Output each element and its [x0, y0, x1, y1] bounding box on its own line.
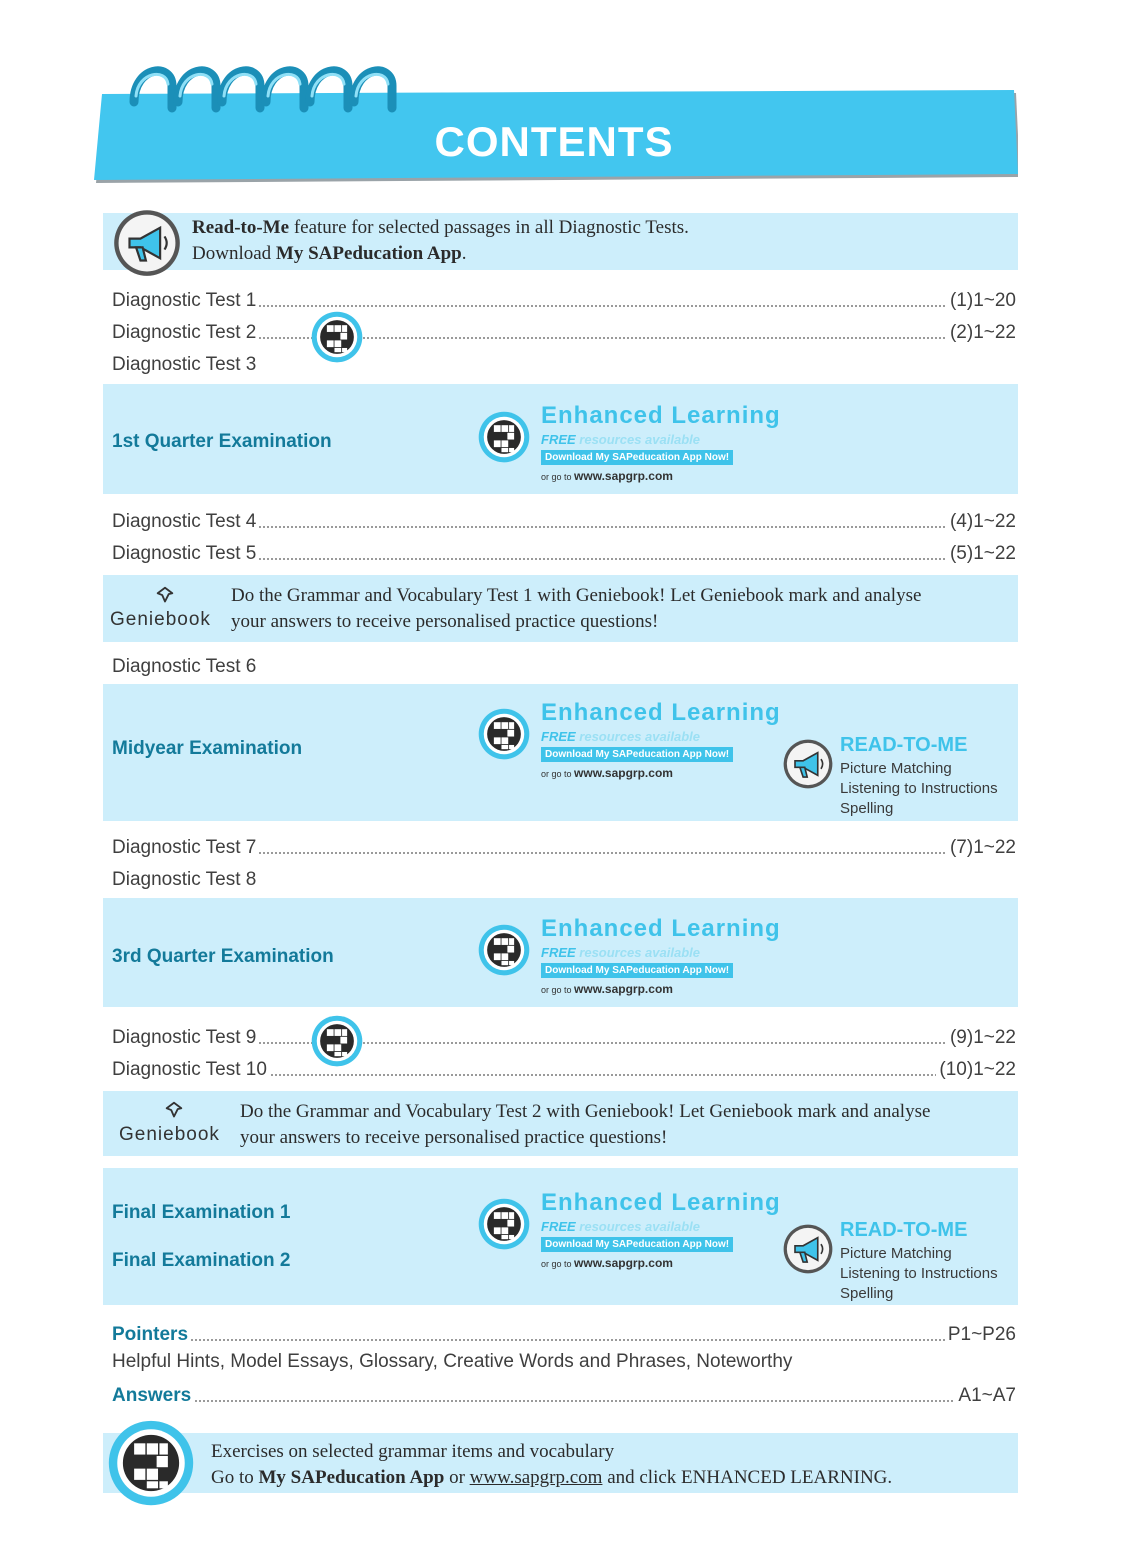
- dot-leader: [112, 1400, 1016, 1402]
- toc-row-dt2[interactable]: [112, 319, 1016, 349]
- exam-title-q3[interactable]: 3rd Quarter Examination: [112, 946, 334, 967]
- footer-link[interactable]: www.sapgrp.com: [469, 1467, 603, 1488]
- footer-text: [211, 1439, 892, 1491]
- toc-label: Diagnostic Test 5: [112, 543, 257, 564]
- enhanced-title: Enhanced Learning: [541, 699, 781, 726]
- enhanced-download: Download My SAPeducation App Now!: [541, 747, 733, 762]
- toc-page: (1)1~20: [947, 290, 1016, 312]
- enhanced-free: [541, 729, 700, 744]
- crossword-icon: [477, 707, 531, 761]
- toc-label: Diagnostic Test 10: [112, 1059, 267, 1080]
- geniebook-mark-icon: [163, 1100, 185, 1122]
- toc-label: Answers: [112, 1385, 192, 1406]
- intro-text: [192, 215, 689, 267]
- enhanced-free: [541, 945, 700, 960]
- geniebook-name: Geniebook: [119, 1124, 220, 1145]
- toc-page: (7)1~22: [947, 837, 1016, 859]
- crossword-icon: [477, 1197, 531, 1251]
- read-to-me-item: Picture Matching: [840, 760, 952, 777]
- url-prefix: or go to: [541, 472, 575, 482]
- free-label: FREE: [541, 1219, 576, 1234]
- enhanced-url: [541, 469, 673, 483]
- free-label: FREE: [541, 729, 576, 744]
- read-to-me-title: READ-TO-ME: [840, 734, 968, 756]
- enhanced-download: Download My SAPeducation App Now!: [541, 963, 733, 978]
- page-title: CONTENTS: [434, 118, 674, 165]
- toc-page: A1~A7: [955, 1385, 1016, 1407]
- enhanced-url: [541, 982, 673, 996]
- toc-row-dt8[interactable]: [112, 866, 1016, 896]
- intro-app-name: My SAPeducation App: [275, 243, 462, 264]
- intro-line1: feature for selected passages in all Diagnostic Tests.: [289, 217, 689, 238]
- intro-line2-start: Download: [192, 243, 276, 264]
- enhanced-free: [541, 432, 700, 447]
- url-text: www.sapgrp.com: [574, 766, 673, 780]
- read-to-me-badge[interactable]: [782, 1219, 1012, 1302]
- toc-label: Diagnostic Test 1: [112, 290, 257, 311]
- toc-page: (4)1~22: [947, 511, 1016, 533]
- dot-leader: [112, 1339, 1016, 1341]
- toc-page: (9)1~22: [947, 1027, 1016, 1049]
- toc-row-pointers[interactable]: [112, 1321, 1016, 1351]
- read-to-me-item: Listening to Instructions: [840, 1265, 998, 1282]
- url-text: www.sapgrp.com: [574, 982, 673, 996]
- footer-end: and click ENHANCED LEARNING.: [602, 1467, 893, 1488]
- footer-mid: or: [444, 1467, 470, 1488]
- enhanced-learning-badge[interactable]: [477, 396, 857, 486]
- geniebook-line: your answers to receive personalised practice questions!: [231, 611, 659, 632]
- enhanced-title: Enhanced Learning: [541, 402, 781, 429]
- geniebook-line: your answers to receive personalised practice questions!: [240, 1127, 668, 1148]
- url-prefix: or go to: [541, 769, 575, 779]
- geniebook-text-2: [240, 1099, 930, 1151]
- toc-page: (2)1~22: [947, 322, 1016, 344]
- footer-start: Go to: [211, 1467, 259, 1488]
- toc-row-dt6[interactable]: [112, 653, 1016, 683]
- intro-line2-end: .: [461, 243, 467, 264]
- url-text: www.sapgrp.com: [574, 469, 673, 483]
- pointers-subtitle: Helpful Hints, Model Essays, Glossary, Creative Words and Phrases, Noteworthy: [112, 1351, 793, 1372]
- geniebook-mark-icon: [154, 585, 176, 607]
- url-text: www.sapgrp.com: [574, 1256, 673, 1270]
- exam-title-final2[interactable]: Final Examination 2: [112, 1250, 291, 1271]
- free-label: FREE: [541, 432, 576, 447]
- enhanced-download: Download My SAPeducation App Now!: [541, 450, 733, 465]
- toc-label: Diagnostic Test 6: [112, 656, 257, 677]
- url-prefix: or go to: [541, 985, 575, 995]
- free-rest: resources available: [575, 432, 700, 447]
- megaphone-icon: [782, 738, 834, 790]
- toc-row-dt3[interactable]: [112, 351, 1016, 381]
- free-rest: resources available: [575, 945, 700, 960]
- toc-page: (10)1~22: [936, 1059, 1016, 1081]
- toc-page: (5)1~22: [947, 543, 1016, 565]
- footer-line1: Exercises on selected grammar items and vocabulary: [211, 1441, 615, 1462]
- geniebook-name: Geniebook: [110, 609, 211, 630]
- megaphone-icon: [108, 208, 186, 278]
- read-to-me-item: Listening to Instructions: [840, 780, 998, 797]
- toc-row-dt5[interactable]: [112, 540, 1016, 570]
- intro-bold: Read-to-Me: [192, 217, 290, 238]
- free-rest: resources available: [575, 1219, 700, 1234]
- geniebook-line: Do the Grammar and Vocabulary Test 1 with Geniebook! Let Geniebook mark and analyse: [231, 585, 922, 606]
- enhanced-url: [541, 766, 673, 780]
- enhanced-learning-badge[interactable]: [477, 909, 857, 999]
- toc-label: Diagnostic Test 2: [112, 322, 257, 343]
- read-to-me-item: Spelling: [840, 800, 894, 817]
- geniebook-text-1: [231, 583, 921, 635]
- exam-title-q1[interactable]: 1st Quarter Examination: [112, 431, 332, 452]
- enhanced-url: [541, 1256, 673, 1270]
- toc-label: Diagnostic Test 7: [112, 837, 257, 858]
- free-label: FREE: [541, 945, 576, 960]
- toc-row-dt1[interactable]: [112, 287, 1016, 317]
- enhanced-title: Enhanced Learning: [541, 915, 781, 942]
- free-rest: resources available: [575, 729, 700, 744]
- spiral-rings-icon: [126, 56, 416, 116]
- toc-page: P1~P26: [945, 1324, 1016, 1346]
- crossword-icon: [106, 1418, 196, 1508]
- exam-title-midyear[interactable]: Midyear Examination: [112, 738, 303, 759]
- megaphone-icon: [782, 1223, 834, 1275]
- read-to-me-title: READ-TO-ME: [840, 1219, 968, 1241]
- footer-app: My SAPeducation App: [258, 1467, 445, 1488]
- toc-label: Diagnostic Test 4: [112, 511, 257, 532]
- toc-label: Diagnostic Test 9: [112, 1027, 257, 1048]
- crossword-icon: [477, 410, 531, 464]
- enhanced-download: Download My SAPeducation App Now!: [541, 1237, 733, 1252]
- exam-title-final1[interactable]: Final Examination 1: [112, 1202, 291, 1223]
- crossword-icon: [477, 923, 531, 977]
- toc-row-dt9[interactable]: [112, 1024, 1016, 1054]
- read-to-me-item: Spelling: [840, 1285, 894, 1302]
- toc-row-dt10[interactable]: [112, 1056, 1016, 1086]
- toc-label: Pointers: [112, 1324, 189, 1345]
- toc-label: Diagnostic Test 3: [112, 354, 257, 375]
- geniebook-line: Do the Grammar and Vocabulary Test 2 with Geniebook! Let Geniebook mark and analyse: [240, 1101, 931, 1122]
- toc-row-answers[interactable]: [112, 1382, 1016, 1412]
- read-to-me-badge[interactable]: [782, 734, 1012, 817]
- toc-label: Diagnostic Test 8: [112, 869, 257, 890]
- read-to-me-item: Picture Matching: [840, 1245, 952, 1262]
- toc-row-dt4[interactable]: [112, 508, 1016, 538]
- enhanced-title: Enhanced Learning: [541, 1189, 781, 1216]
- enhanced-free: [541, 1219, 700, 1234]
- url-prefix: or go to: [541, 1259, 575, 1269]
- toc-row-dt7[interactable]: [112, 834, 1016, 864]
